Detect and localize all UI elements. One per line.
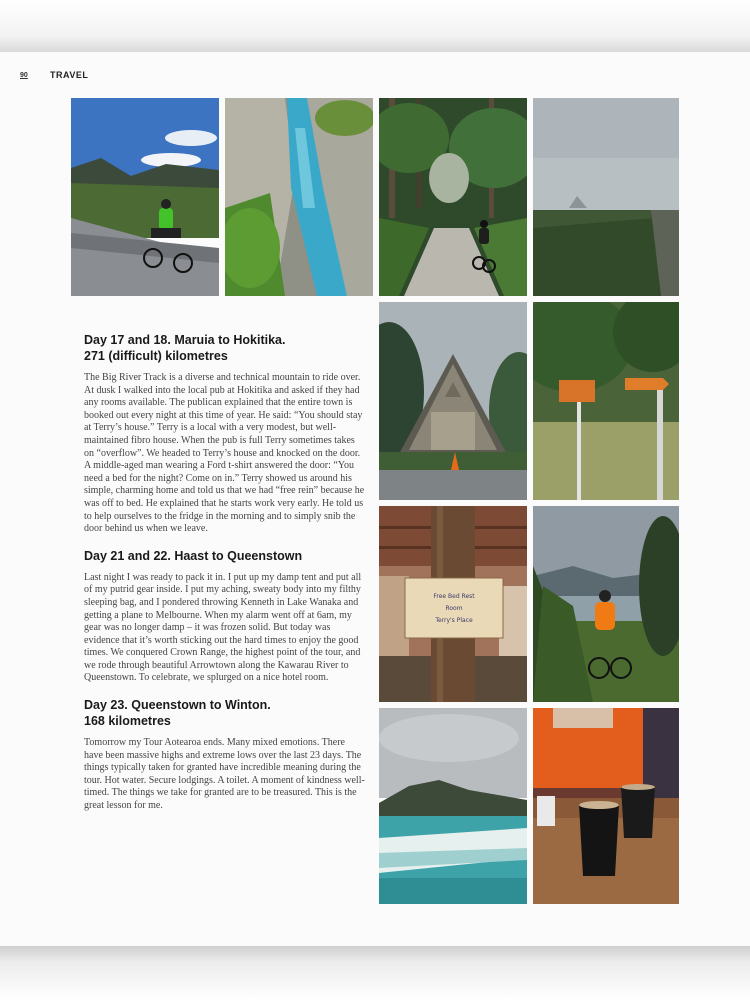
- article-body-day-17: The Big River Track is a diverse and technical mountain to ride over. At dusk I walked into the local pub at Hokitika and asked if they had any rooms available. The publican explained that the entire town is booked out every night at this time of year. He said: “You should stay at Terry’s house.” Terry is a local with a very modest, but well-maintained fibro house. When the pub is full Terry sometimes takes on “overflow”. We headed to Terry’s house and knocked on the door. A middle-aged man wearing a Ford t-shirt answered the door: “You need a bed for the night? Come on in.” Terry showed us around his simple, charming home and told us that we had “free rein” because he was off to bed. He explained that he starts work very early. He told us to help ourselves to the fridge in the morning and to simply snib the door behind us when we leave.: [84, 372, 365, 535]
- article-heading-day-17: [84, 332, 366, 364]
- heading-line: Day 17 and 18. Maruia to Hokitika.: [84, 333, 286, 347]
- photo-cyclist-ferns-lake: [533, 506, 679, 702]
- photo-pub-beers: [533, 708, 679, 904]
- svg-text:Room: Room: [445, 605, 463, 612]
- photo-river-gorge: [225, 98, 373, 296]
- photo-cyclist-mountain-road: [71, 98, 219, 296]
- article-body-day-21: Last night I was ready to pack it in. I put up my damp tent and put all of my putrid gear inside. I put my aching, sweaty body into my filthy sleeping bag, and I pondered throwing Kenneth in Lake Wanaka and getting a plane to Melbourne. When my alarm went off at 6am, my gear was no longer damp – it was frozen solid. But today was evidence that it’s worth sticking out the hard times to enjoy the good times. We conquered Crown Range, the highest point of the tour, and we rode through beautiful Arrowtown along the Kawarau River to Queenstown. To celebrate, we splurged on a nice hotel room.: [84, 571, 362, 684]
- page-number: 90: [20, 72, 28, 79]
- svg-text:Terry's Place: Terry's Place: [435, 617, 473, 624]
- photo-turquoise-bay: [379, 708, 527, 904]
- article-heading-day-23: [84, 697, 366, 729]
- section-label: TRAVEL: [50, 70, 89, 80]
- photo-foggy-field: [533, 98, 679, 296]
- photo-trail-signposts: [533, 302, 679, 500]
- photo-a-frame-church: [379, 302, 527, 500]
- page-top-shadow: [0, 0, 750, 52]
- article-text-column: [84, 332, 366, 823]
- heading-line: Day 21 and 22. Haast to Queenstown: [84, 548, 303, 563]
- svg-text:Free Bed Rest: Free Bed Rest: [433, 593, 475, 600]
- heading-line: 271 (difficult) kilometres: [84, 349, 228, 363]
- article-body-day-23: Tomorrow my Tour Aotearoa ends. Many mixed emotions. There have been massive highs and extreme lows over the last 23 days. The things typically taken for granted have incredible meaning during the tour. Hot water. Secure lodgings. A toilet. A moment of kindness well-timed. The things we take for granted are to be treasured. This is the great lesson for me.: [84, 737, 365, 812]
- heading-line: 168 kilometres: [84, 714, 171, 729]
- photo-forest-track-cyclist: [379, 98, 527, 296]
- photo-hut-interior-sign: [379, 506, 527, 702]
- article-heading-day-21: [84, 548, 366, 564]
- heading-line: Day 23. Queenstown to Winton.: [84, 698, 271, 713]
- magazine-page: [0, 52, 750, 946]
- page-bottom-shadow: [0, 946, 750, 1000]
